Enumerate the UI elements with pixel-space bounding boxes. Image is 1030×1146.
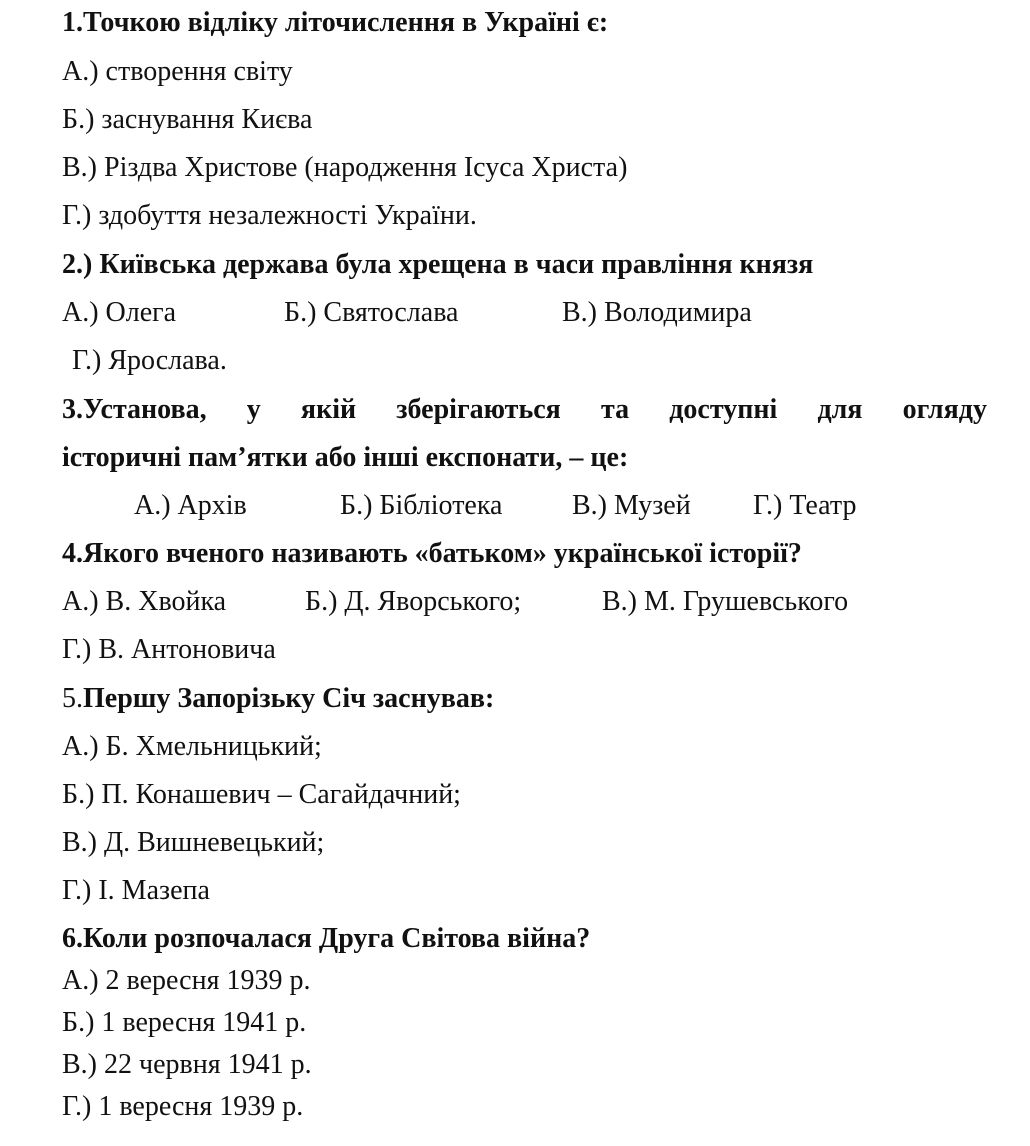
question-6-title: 6.Коли розпочалася Друга Світова війна? xyxy=(62,923,591,954)
question-3-title-word: огляду xyxy=(902,394,987,425)
question-3-title-line-2: історичні пам’ятки або інші експонати, – це: xyxy=(62,442,629,473)
question-1-option-a: А.) створення світу xyxy=(62,56,293,87)
question-3-title-word: для xyxy=(817,394,863,425)
question-2-option-b: Б.) Святослава xyxy=(284,297,459,328)
question-2-option-d: Г.) Ярослава. xyxy=(72,345,227,376)
question-6-option-b: Б.) 1 вересня 1941 р. xyxy=(62,1007,307,1038)
question-3-title-word: якій xyxy=(300,394,357,425)
question-3-title-line-1 xyxy=(62,393,987,427)
question-2-title: 2.) Київська держава була хрещена в часи правління князя xyxy=(62,249,814,280)
question-3-option-b: Б.) Бібліотека xyxy=(340,490,503,521)
question-5-title-row xyxy=(62,682,494,716)
question-5-option-c: В.) Д. Вишневецький; xyxy=(62,827,325,858)
question-3-title-word: зберігаються xyxy=(396,394,561,425)
question-3-title-word: доступні xyxy=(669,394,778,425)
question-4-option-c: В.) М. Грушевського xyxy=(602,586,849,617)
question-3-option-c: В.) Музей xyxy=(572,490,691,521)
question-5-option-d: Г.) І. Мазепа xyxy=(62,875,210,906)
question-3-options-row xyxy=(134,489,856,523)
question-1-option-d: Г.) здобуття незалежності України. xyxy=(62,200,477,231)
question-2-option-a: А.) Олега xyxy=(62,297,177,328)
question-1-option-c: В.) Різдва Христове (народження Ісуса Христа) xyxy=(62,152,628,183)
question-3-option-d: Г.) Театр xyxy=(753,490,857,521)
question-3-option-a: А.) Архів xyxy=(134,490,247,521)
question-5-number: 5. xyxy=(62,683,83,714)
question-3-title-word: у xyxy=(246,394,261,425)
question-4-option-a: А.) В. Хвойка xyxy=(62,586,227,617)
question-2-options-row xyxy=(62,296,752,330)
question-2-option-c: В.) Володимира xyxy=(562,297,752,328)
question-3-title-word: та xyxy=(600,394,630,425)
question-5-title: Першу Запорізьку Січ заснував: xyxy=(83,683,495,714)
question-3-title-word: 3.Установа, xyxy=(62,394,207,425)
question-6-option-c: В.) 22 червня 1941 р. xyxy=(62,1049,312,1080)
question-6-option-d: Г.) 1 вересня 1939 р. xyxy=(62,1091,304,1122)
question-1-option-b: Б.) заснування Києва xyxy=(62,104,313,135)
question-4-options-row xyxy=(62,585,848,619)
question-5-option-a: А.) Б. Хмельницький; xyxy=(62,731,322,762)
question-4-option-b: Б.) Д. Яворського; xyxy=(305,586,522,617)
question-6-option-a: А.) 2 вересня 1939 р. xyxy=(62,965,311,996)
question-4-option-d: Г.) В. Антоновича xyxy=(62,634,276,665)
question-1-title: 1.Точкою відліку літочислення в Україні є: xyxy=(62,7,609,38)
question-5-option-b: Б.) П. Конашевич – Сагайдачний; xyxy=(62,779,461,810)
question-4-title: 4.Якого вченого називають «батьком» української історії? xyxy=(62,538,802,569)
